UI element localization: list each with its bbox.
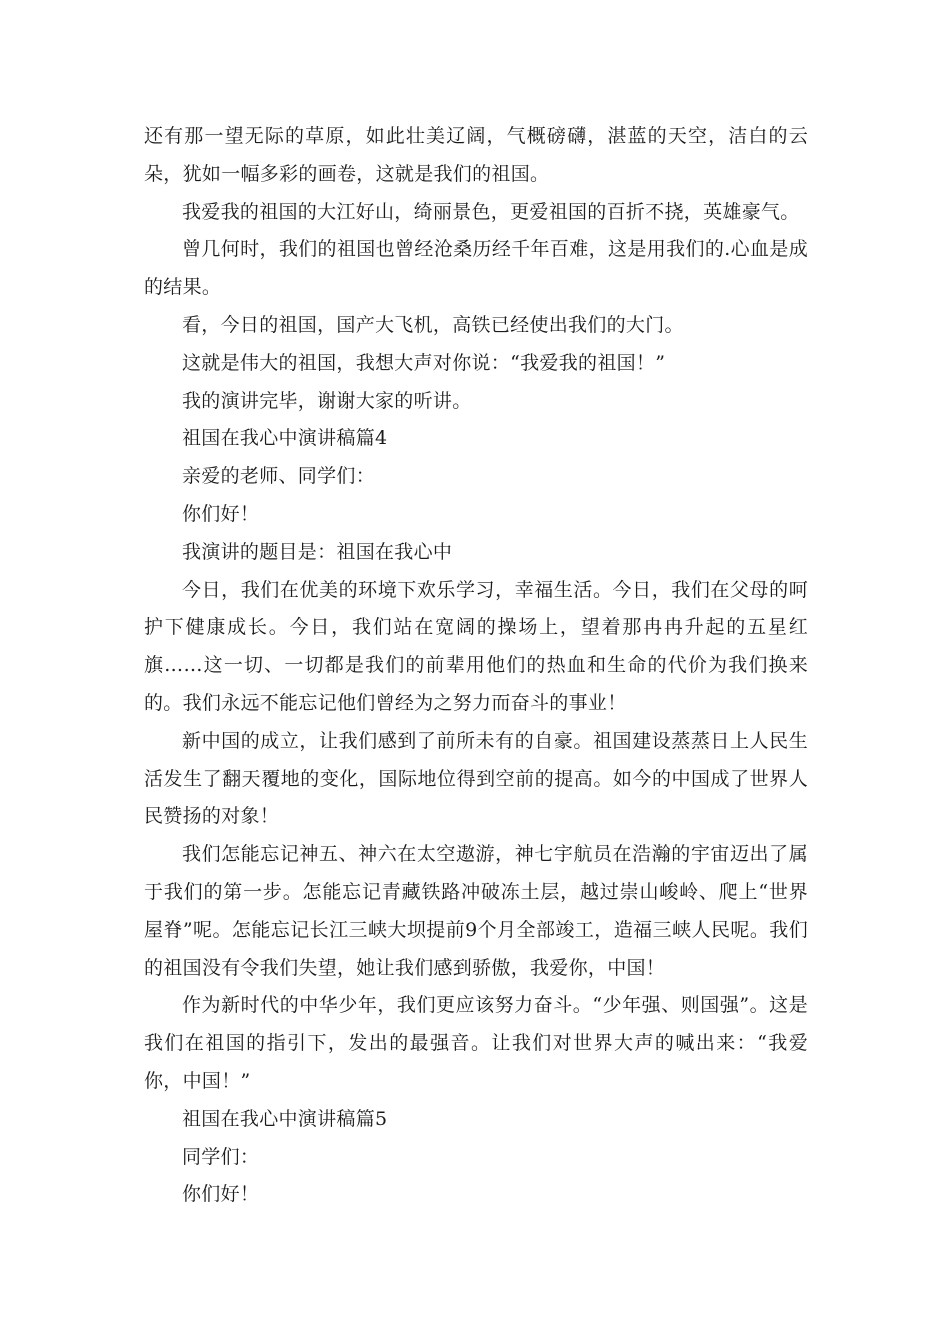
paragraph: 今日，我们在优美的环境下欢乐学习，幸福生活。今日，我们在父母的呵护下健康成长。今日，我们站在宽阔的操场上，望着那冉冉升起的五星红旗……这一切、一切都是我们的前辈用他们的热血和生命的代价为我们换来的。我们永远不能忘记他们曾经为之努力而奋斗的事业！ [144, 578, 808, 714]
speech-topic: 我演讲的题目是：祖国在我心中 [182, 540, 453, 563]
paragraph: 新中国的成立，让我们感到了前所未有的自豪。祖国建设蒸蒸日上人民生活发生了翻天覆地的变化，国际地位得到空前的提高。如今的中国成了世界人民赞扬的对象！ [144, 729, 808, 828]
document-body [144, 118, 808, 1214]
paragraph-continued: 还有那一望无际的草原，如此壮美辽阔，气概磅礴，湛蓝的天空，洁白的云朵，犹如一幅多彩的画卷，这就是我们的祖国。 [144, 125, 808, 185]
paragraph: 我的演讲完毕，谢谢大家的听讲。 [182, 389, 472, 412]
salutation: 同学们： [182, 1145, 260, 1168]
paragraph: 我们怎能忘记神五、神六在太空遨游，神七宇航员在浩瀚的宇宙迈出了属于我们的第一步。怎能忘记青藏铁路冲破冻土层，越过崇山峻岭、爬上“世界屋脊”呢。怎能忘记长江三峡大坝提前9个月全部竣工，造福三峡人民呢。我们的祖国没有令我们失望，她让我们感到骄傲，我爱你，中国！ [144, 843, 808, 979]
paragraph: 作为新时代的中华少年，我们更应该努力奋斗。“少年强、则国强”。这是我们在祖国的指引下，发出的最强音。让我们对世界大声的喊出来：“我爱你，中国！” [144, 994, 808, 1092]
paragraph: 我爱我的祖国的大江好山，绮丽景色，更爱祖国的百折不挠，英雄豪气。 [182, 200, 800, 223]
section-heading: 祖国在我心中演讲稿篇5 [182, 1107, 388, 1130]
paragraph: 曾几何时，我们的祖国也曾经沧桑历经千年百难，这是用我们的.心血是成的结果。 [144, 238, 808, 299]
paragraph: 看，今日的祖国，国产大飞机，高铁已经使出我们的大门。 [182, 313, 684, 336]
paragraph: 这就是伟大的祖国，我想大声对你说：“我爱我的祖国！” [182, 351, 666, 374]
salutation: 亲爱的老师、同学们： [182, 465, 376, 488]
greeting: 你们好！ [182, 502, 260, 525]
section-heading: 祖国在我心中演讲稿篇4 [182, 427, 388, 450]
greeting: 你们好！ [182, 1183, 260, 1206]
